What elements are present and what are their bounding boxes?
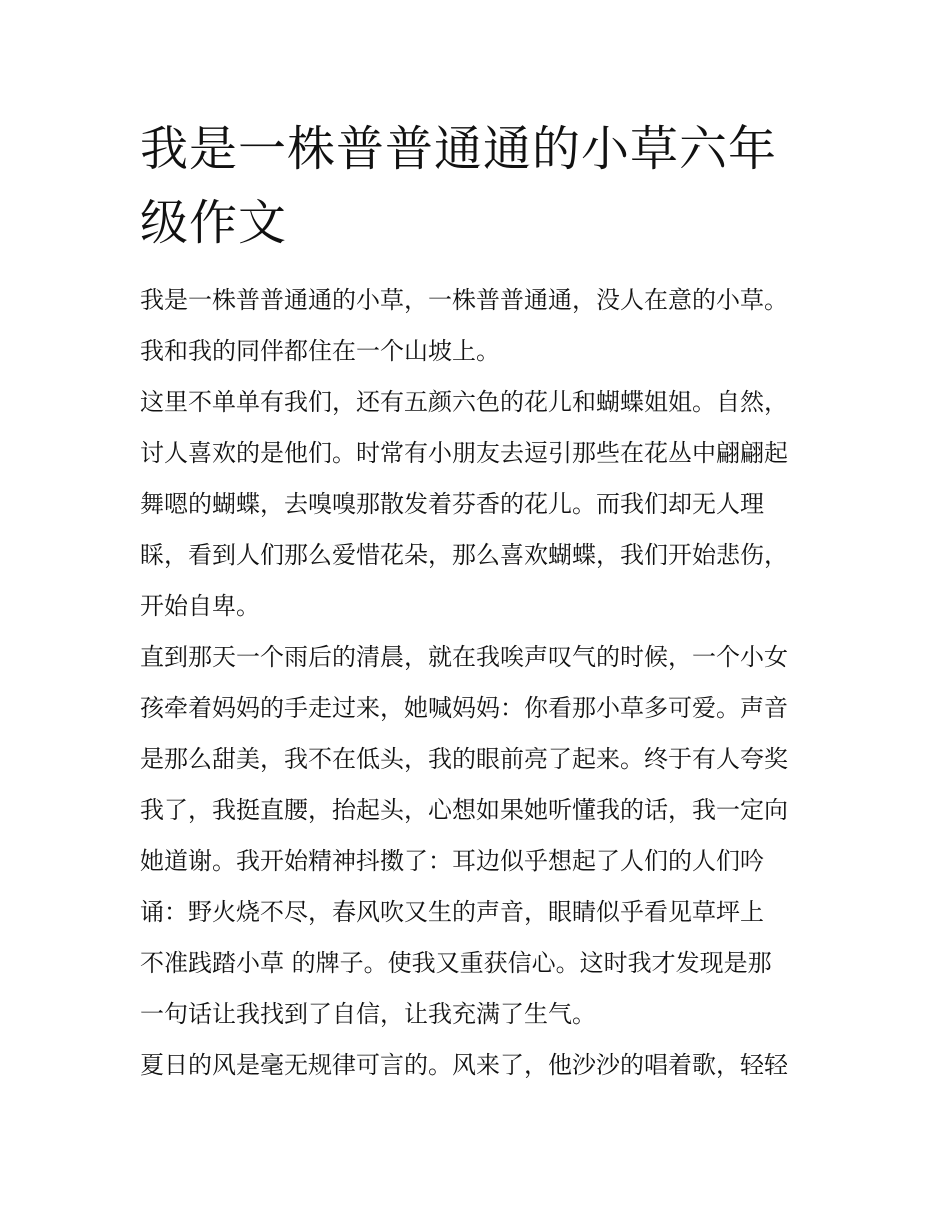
text-line: 开始自卑。 (140, 592, 260, 620)
text-line: 讨人喜欢的是他们。时常有小朋友去逗引那些在花丛中翩翩起 (140, 439, 788, 467)
text-line: 直到那天一个雨后的清晨，就在我唉声叹气的时候，一个小女 (140, 643, 788, 671)
text-line: 这里不单单有我们，还有五颜六色的花儿和蝴蝶姐姐。自然， (140, 388, 788, 416)
text-line: 夏日的风是毫无规律可言的。风来了，他沙沙的唱着歌，轻轻 (140, 1051, 788, 1079)
essay-body (140, 275, 840, 1091)
text-line: 我是一株普普通通的小草，一株普普通通，没人在意的小草。 (140, 286, 788, 314)
page-title (140, 112, 840, 260)
text-line: 一句话让我找到了自信，让我充满了生气。 (140, 1000, 596, 1028)
text-line: 是那么甜美，我不在低头，我的眼前亮了起来。终于有人夸奖 (140, 745, 788, 773)
text-line: 我和我的同伴都住在一个山坡上。 (140, 337, 500, 365)
text-line: 我了，我挺直腰，抬起头，心想如果她听懂我的话，我一定向 (140, 796, 788, 824)
title-line: 我是一株普普通通的小草六年 (140, 121, 778, 177)
text-line: 舞嗯的蝴蝶，去嗅嗅那散发着芬香的花儿。而我们却无人理 (140, 490, 764, 518)
text-line: 睬，看到人们那么爱惜花朵，那么喜欢蝴蝶，我们开始悲伤， (140, 541, 788, 569)
text-line: 孩牵着妈妈的手走过来，她喊妈妈：你看那小草多可爱。声音 (140, 694, 788, 722)
text-line: 不准践踏小草 的牌子。使我又重获信心。这时我才发现是那 (140, 949, 772, 977)
text-line: 诵：野火烧不尽，春风吹又生的声音，眼睛似乎看见草坪上 (140, 898, 764, 926)
title-line: 级作文 (140, 195, 288, 251)
text-line: 她道谢。我开始精神抖擞了：耳边似乎想起了人们的人们吟 (140, 847, 764, 875)
